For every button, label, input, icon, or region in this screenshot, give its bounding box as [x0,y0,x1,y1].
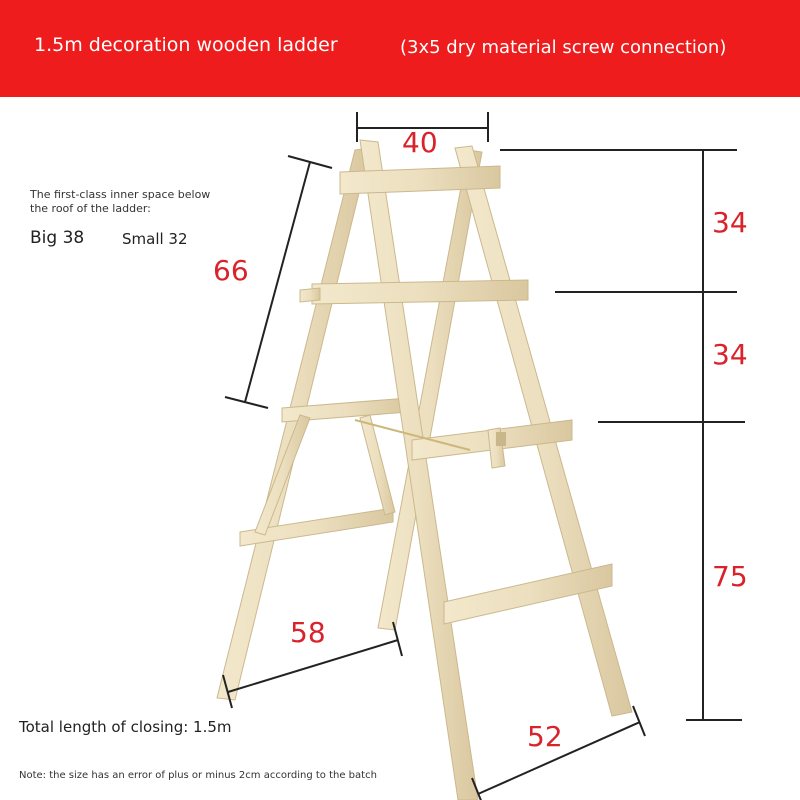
dim-front-base: 52 [527,720,563,753]
dim-back-base: 58 [290,616,326,649]
banner-title: 1.5m decoration wooden ladder [34,34,338,56]
back-brace-left [255,415,310,535]
error-note: Note: the size has an error of plus or minus 2cm according to the batch [19,770,377,781]
total-length-label: Total length of closing: 1.5m [19,718,232,736]
inner-space-label: The first-class inner space below the roof of the ladder: [30,188,211,215]
dim-step-3: 75 [712,560,748,593]
dim-side-length: 66 [213,254,249,287]
dim-step-2: 34 [712,338,748,371]
dim-top-width: 40 [402,126,438,159]
big-size-label: Big 38 [30,228,85,248]
rung-2 [312,280,528,304]
small-size-label: Small 32 [122,230,188,248]
banner-subtitle: (3x5 dry material screw connection) [400,37,727,58]
rung-2-stub [300,288,320,302]
hinge-detail [496,432,506,446]
dim-step-1: 34 [712,206,748,239]
